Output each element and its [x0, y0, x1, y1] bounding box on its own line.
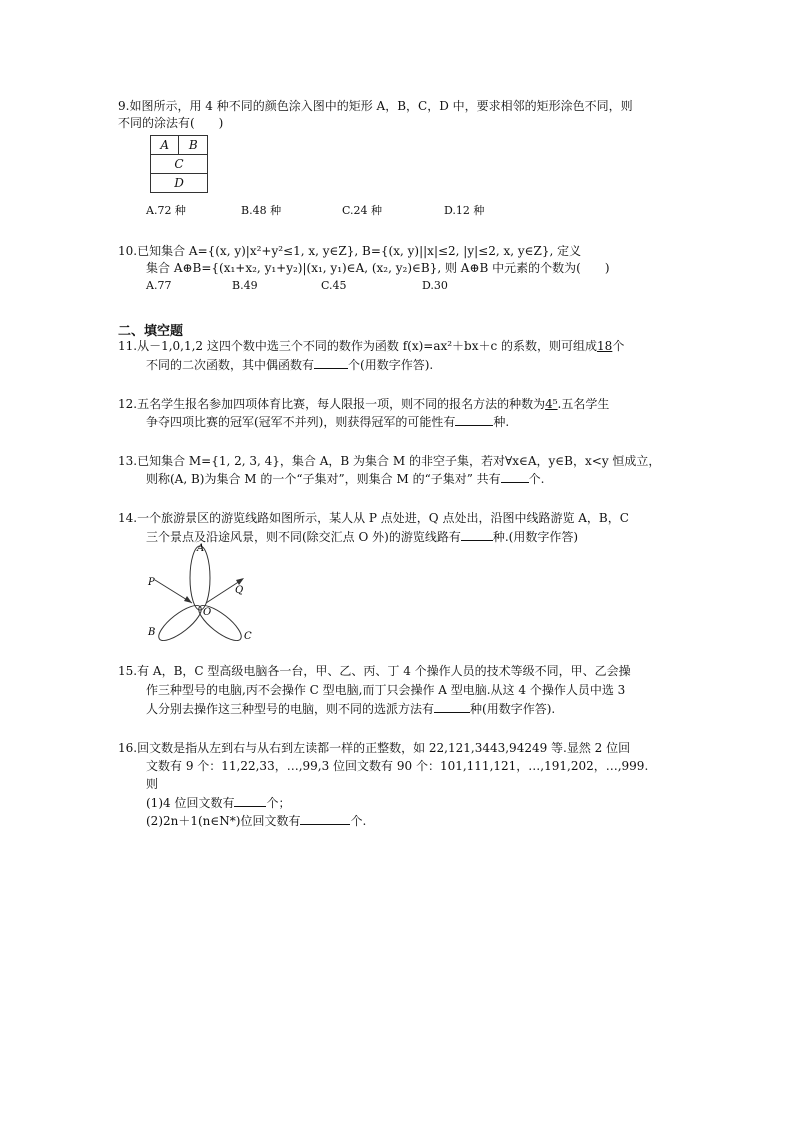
- q15-text-line2: 作三种型号的电脑,丙不会操作 C 型电脑,而丁只会操作 A 型电脑.从这 4 个操作人员中选 3: [146, 683, 626, 697]
- q9-rect-c: C: [151, 155, 208, 174]
- q14-route-figure: [140, 543, 260, 643]
- q11-answer: 18: [597, 339, 613, 353]
- q12-text-line1: [118, 396, 609, 412]
- q16-line4-post: 个；: [266, 796, 291, 810]
- q13-text-line1: 13.已知集合 M={1, 2, 3, 4}，集合 A，B 为集合 M 的非空子集，若对∀x∈A，y∈B，x<y 恒成立，: [118, 454, 661, 468]
- label-p: P: [148, 577, 155, 588]
- label-a: A: [197, 543, 205, 554]
- q9-text-line1: 9.如图所示，用 4 种不同的颜色涂入图中的矩形 A，B，C，D 中，要求相邻的矩形涂色不同，则: [118, 99, 633, 113]
- q11-text-line1: [118, 338, 624, 354]
- q16-answer2-blank: [300, 812, 350, 825]
- q12-answer-blank: [455, 413, 493, 426]
- q15-answer-blank: [434, 700, 470, 713]
- q10-options: [146, 279, 476, 293]
- label-o: O: [203, 607, 212, 618]
- q16-text-line3: 则: [146, 777, 159, 791]
- q14-line2-pre: 三个景点及沿途风景，则不同(除交汇点 O 外)的游览线路有: [146, 530, 461, 544]
- arrow-p-icon: [184, 596, 192, 603]
- q16-text-line5: [146, 812, 366, 829]
- q11-line1-pre: 11.从－1,0,1,2 这四个数中选三个不同的数作为函数 f(x)=ax²＋bx＋c 的系数，则可组成: [118, 339, 598, 353]
- q11-answer-blank: [314, 356, 348, 369]
- q12-line1-pre: 12.五名学生报名参加四项体育比赛，每人限报一项，则不同的报名方法的种数为: [118, 397, 546, 411]
- q10-option-c: C.45: [321, 279, 347, 292]
- q16-line5-post: 个.: [350, 814, 367, 828]
- q9-rect-b: B: [179, 136, 208, 155]
- q10-text-line1: 10.已知集合 A={(x, y)|x²+y²≤1, x, y∈Z}, B={(x, y)||x|≤2, |y|≤2, x, y∈Z}, 定义: [118, 244, 582, 258]
- q13-text-line2: [146, 470, 545, 487]
- q15-text-line3: [146, 700, 555, 717]
- q9-text-line2: 不同的涂法有( ): [118, 116, 224, 130]
- loop-c: [194, 600, 246, 643]
- label-c: C: [244, 631, 252, 642]
- label-b: B: [148, 627, 156, 638]
- loop-b: [154, 600, 206, 643]
- q14-answer-blank: [461, 528, 493, 541]
- q10-option-d: D.30: [422, 279, 448, 292]
- q11-line2-pre: 不同的二次函数，其中偶函数有: [146, 358, 315, 372]
- q13-line2-pre: 则称(A, B)为集合 M 的一个“子集对”，则集合 M 的“子集对” 共有: [146, 472, 501, 486]
- q10-option-a: A.77: [146, 279, 172, 292]
- q12-line2-post: 种.: [493, 415, 510, 429]
- q15-line3-post: 种(用数字作答).: [470, 702, 556, 716]
- q16-line4-pre: (1)4 位回文数有: [146, 796, 235, 810]
- q9-option-b: B.48 种: [241, 204, 282, 217]
- label-q: Q: [235, 585, 244, 596]
- q11-line2-post: 个(用数字作答).: [348, 358, 434, 372]
- q10-text-line2: 集合 A⊕B={(x₁+x₂, y₁+y₂)|(x₁, y₁)∈A, (x₂, y₂)∈B}, 则 A⊕B 中元素的个数为( ): [146, 261, 610, 275]
- q9-rectangle-figure: [150, 135, 208, 193]
- q12-line2-pre: 争夺四项比赛的冠军(冠军不并列)，则获得冠军的可能性有: [146, 415, 456, 429]
- q14-line2-post: 种.(用数字作答): [492, 530, 579, 544]
- q16-line5-pre: (2)2n＋1(n∈N*)位回文数有: [146, 814, 301, 828]
- q13-line2-post: 个.: [528, 472, 545, 486]
- q15-text-line1: 15.有 A，B，C 型高级电脑各一台，甲、乙、丙、丁 4 个操作人员的技术等级不同，甲、乙会操: [118, 664, 631, 678]
- q15-line3-pre: 人分别去操作这三种型号的电脑，则不同的选派方法有: [146, 702, 435, 716]
- q9-rect-a: A: [151, 136, 179, 155]
- q9-option-a: A.72 种: [146, 204, 186, 217]
- arrow-q-icon: [236, 578, 244, 585]
- q11-line1-post: 个: [612, 339, 625, 353]
- q9-rect-d: D: [151, 174, 208, 193]
- q10-option-b: B.49: [232, 279, 258, 292]
- q12-text-line2: [146, 413, 509, 430]
- q16-text-line2: 文数有 9 个：11,22,33，…,99,3 位回文数有 90 个：101,111,121，…,191,202，…,999.: [146, 759, 649, 773]
- q12-line1-post: .五名学生: [557, 397, 610, 411]
- q13-answer-blank: [501, 470, 529, 483]
- q14-text-line1: 14.一个旅游景区的游览线路如图所示，某人从 P 点处进，Q 点处出，沿图中线路游览 A，B，C: [118, 511, 629, 525]
- q9-options: [146, 204, 526, 218]
- q16-text-line4: [146, 794, 290, 811]
- q12-answer: 4⁵: [545, 397, 558, 411]
- q9-option-d: D.12 种: [444, 204, 485, 217]
- q16-answer1-blank: [234, 794, 266, 807]
- q16-text-line1: 16.回文数是指从左到右与从右到左读都一样的正整数，如 22,121,3443,94249 等.显然 2 位回: [118, 741, 631, 755]
- section-heading-fill-in: 二、填空题: [118, 324, 184, 339]
- q11-text-line2: [146, 356, 433, 373]
- loop-a: [190, 546, 210, 610]
- q9-option-c: C.24 种: [342, 204, 383, 217]
